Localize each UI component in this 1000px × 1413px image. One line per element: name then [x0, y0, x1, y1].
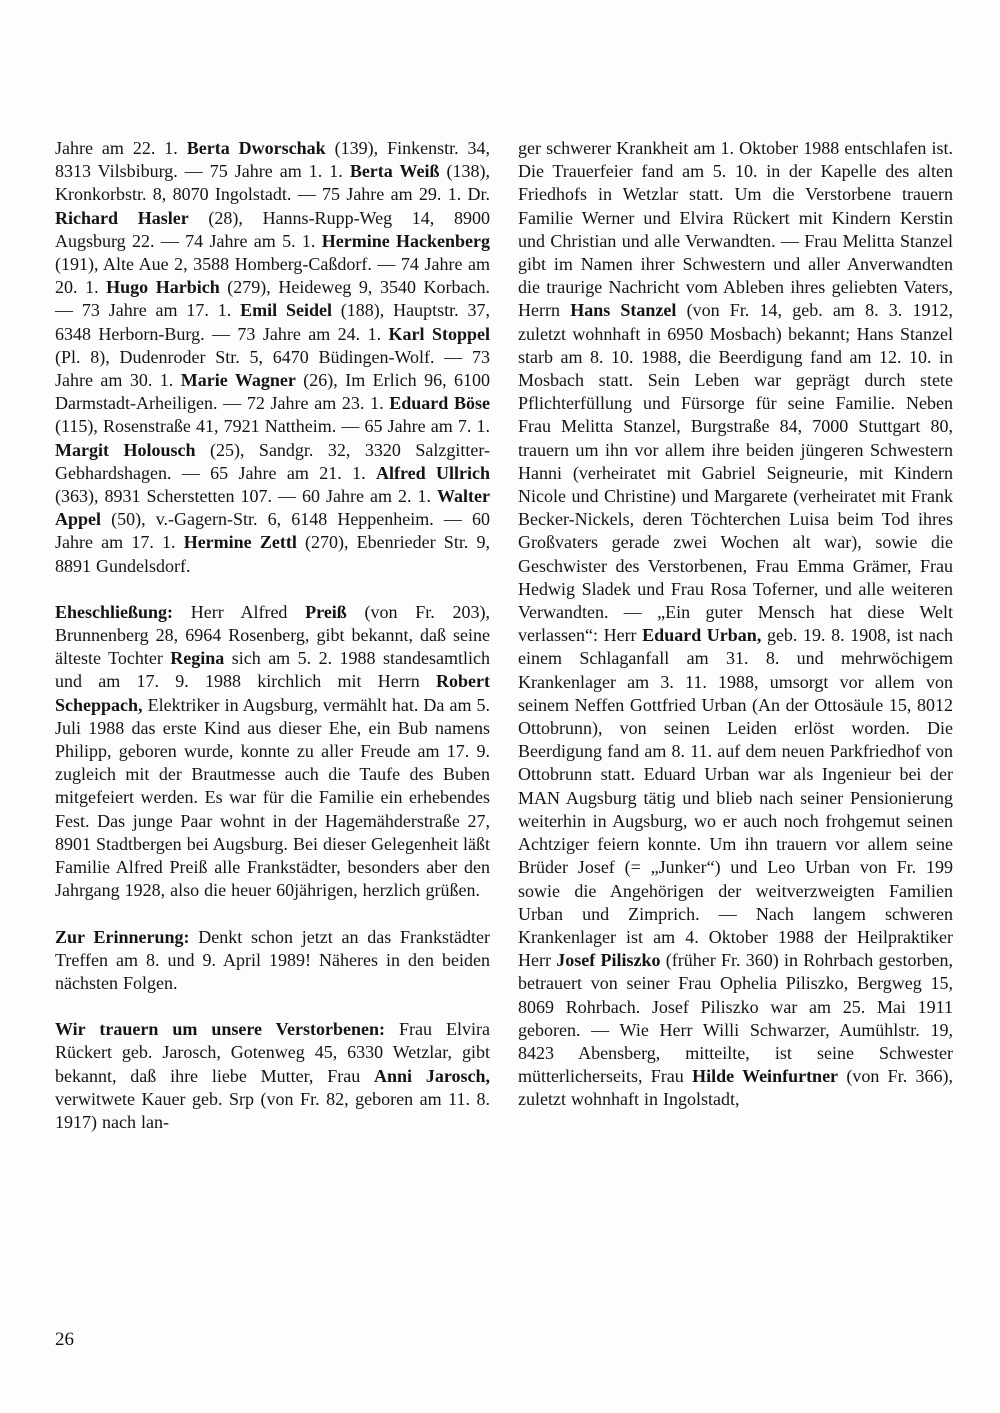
left-column: [55, 137, 490, 1134]
paragraph: Zur Erinnerung: Denkt schon jetzt an das Frankstädter Treffen am 8. und 9. April 1989! Näheres in den beiden nächsten Folgen.: [55, 926, 490, 993]
right-column: [518, 137, 953, 1112]
paragraph: Wir trauern um unsere Verstorbenen: Frau Elvira Rückert geb. Jarosch, Gotenweg 45, 6330 Wetzlar, gibt bekannt, daß ihre liebe Mutter, Frau Anni Jarosch, verwitwete Kauer geb. Srp (von Fr. 82, geboren am 11. 8. 1917) nach lan-: [55, 1019, 490, 1132]
paragraph: ger schwerer Krankheit am 1. Oktober 1988 entschlafen ist. Die Trauerfeier fand am 5. 10. in der Kapelle des alten Friedhofs in Wetzlar statt. Um die Verstorbene trauern Familie Werner und Elvira Rückert mit Kindern Kerstin und Christian und alle Verwandten. — Frau Melitta Stanzel gibt im Namen ihrer Schwestern und aller Anverwandten die traurige Nachricht vom Ableben ihres geliebten Vaters, Herrn Hans Stanzel (von Fr. 14, geb. am 8. 3. 1912, zuletzt wohnhaft in 6950 Mosbach) bekannt; Hans Stanzel starb am 8. 10. 1988, die Beerdigung fand am 12. 10. in Mosbach statt. Sein Leben war geprägt durch stete Pflichterfüllung und Fürsorge für seine Familie. Neben Frau Melitta Stanzel, Burgstraße 84, 7000 Stuttgart 80, trauern um ihn vor allem ihre beiden jüngeren Schwestern Hanni (verheiratet mit Gabriel Seigneurie, mit Kindern Nicole und Christine) und Margarete (verheiratet mit Frank Becker-Nickels, deren Töchterchen Luisa beim Tod ihres Großvaters gerade zwei Wochen alt war), sowie die Geschwister des Verstorbenen, Frau Emma Grämer, Frau Hedwig Sladek und Frau Rosa Toferner, und alle weiteren Verwandten. — „Ein guter Mensch hat diese Welt verlassen“: Herr Eduard Urban, geb. 19. 8. 1908, ist nach einem Schlaganfall am 31. 8. und mehrwöchigem Krankenlager am 3. 11. 1988, umsorgt vor allem von seinem Neffen Gottfried Urban (An der Ottosäule 15, 8012 Ottobrunn), von seinen Leiden erlöst worden. Die Beerdigung fand am 8. 11. auf dem neuen Parkfriedhof von Ottobrunn statt. Eduard Urban war als Ingenieur bei der MAN Augsburg tätig und blieb nach seiner Pensionierung weiterhin in Augsburg, wo er auch noch frohgemut seinen Achtziger feiern konnte. Um ihn trauern vor allem seine Brüder Josef (= „Junker“) und Leo Urban von Fr. 199 sowie die Angehörigen der weitverzweigten Familien Urban und Zimprich. — Nach langem schweren Krankenlager ist am 4. Oktober 1988 der Heilpraktiker Herr Josef Piliszko (früher Fr. 360) in Rohrbach gestorben, betrauert von seiner Frau Ophelia Piliszko, Bergweg 15, 8069 Rohrbach. Josef Piliszko war am 25. Mai 1911 geboren. — Wie Herr Willi Schwarzer, Aumühlstr. 19, 8423 Abensberg, mitteilte, ist seine Schwester mütterlicherseits, Frau Hilde Weinfurtner (von Fr. 366), zuletzt wohnhaft in Ingolstadt,: [518, 138, 954, 1110]
text-columns: [55, 137, 953, 1134]
paragraph: Jahre am 22. 1. Berta Dworschak (139), Finkenstr. 34, 8313 Vilsbiburg. — 75 Jahre am 1. 1. Berta Weiß (138), Kronkorbstr. 8, 8070 Ingolstadt. — 75 Jahre am 29. 1. Dr. Richard Hasler (28), Hanns-Rupp-Weg 14, 8900 Augsburg 22. — 74 Jahre am 5. 1. Hermine Hackenberg (191), Alte Aue 2, 3588 Homberg-Caßdorf. — 74 Jahre am 20. 1. Hugo Harbich (279), Heideweg 9, 3540 Korbach. — 73 Jahre am 17. 1. Emil Seidel (188), Hauptstr. 37, 6348 Herborn-Burg. — 73 Jahre am 24. 1. Karl Stoppel (Pl. 8), Dudenroder Str. 5, 6470 Büdingen-Wolf. — 73 Jahre am 30. 1. Marie Wagner (26), Im Erlich 96, 6100 Darmstadt-Arheiligen. — 72 Jahre am 23. 1. Eduard Böse (115), Rosenstraße 41, 7921 Nattheim. — 65 Jahre am 7. 1. Margit Holousch (25), Sandgr. 32, 3320 Salzgitter-Gebhardshagen. — 65 Jahre am 21. 1. Alfred Ullrich (363), 8931 Scherstetten 107. — 60 Jahre am 2. 1. Walter Appel (50), v.-Gagern-Str. 6, 6148 Heppenheim. — 60 Jahre am 17. 1. Hermine Zettl (270), Ebenrieder Str. 9, 8891 Gundelsdorf.: [55, 138, 491, 576]
paragraph: Eheschließung: Herr Alfred Preiß (von Fr. 203), Brunnenberg 28, 6964 Rosenberg, gibt bekannt, daß seine älteste Tochter Regina sich am 5. 2. 1988 standesamtlich und am 17. 9. 1988 kirchlich mit Herrn Robert Scheppach, Elektriker in Augsburg, vermählt hat. Da am 5. Juli 1988 das erste Kind aus dieser Ehe, ein Bub namens Philipp, geboren wurde, konnte zu aller Freude am 17. 9. zugleich mit der Brautmesse auch die Taufe des Buben mitgefeiert werden. Es war für die Familie ein erhebendes Fest. Das junge Paar wohnt in der Hagemähderstraße 27, 8901 Stadtbergen bei Augsburg. Bei dieser Gelegenheit läßt Familie Alfred Preiß alle Frankstädter, besonders aber den Jahrgang 1928, also die heuer 60jährigen, herzlich grüßen.: [55, 601, 490, 901]
page-number: 26: [55, 1329, 74, 1350]
